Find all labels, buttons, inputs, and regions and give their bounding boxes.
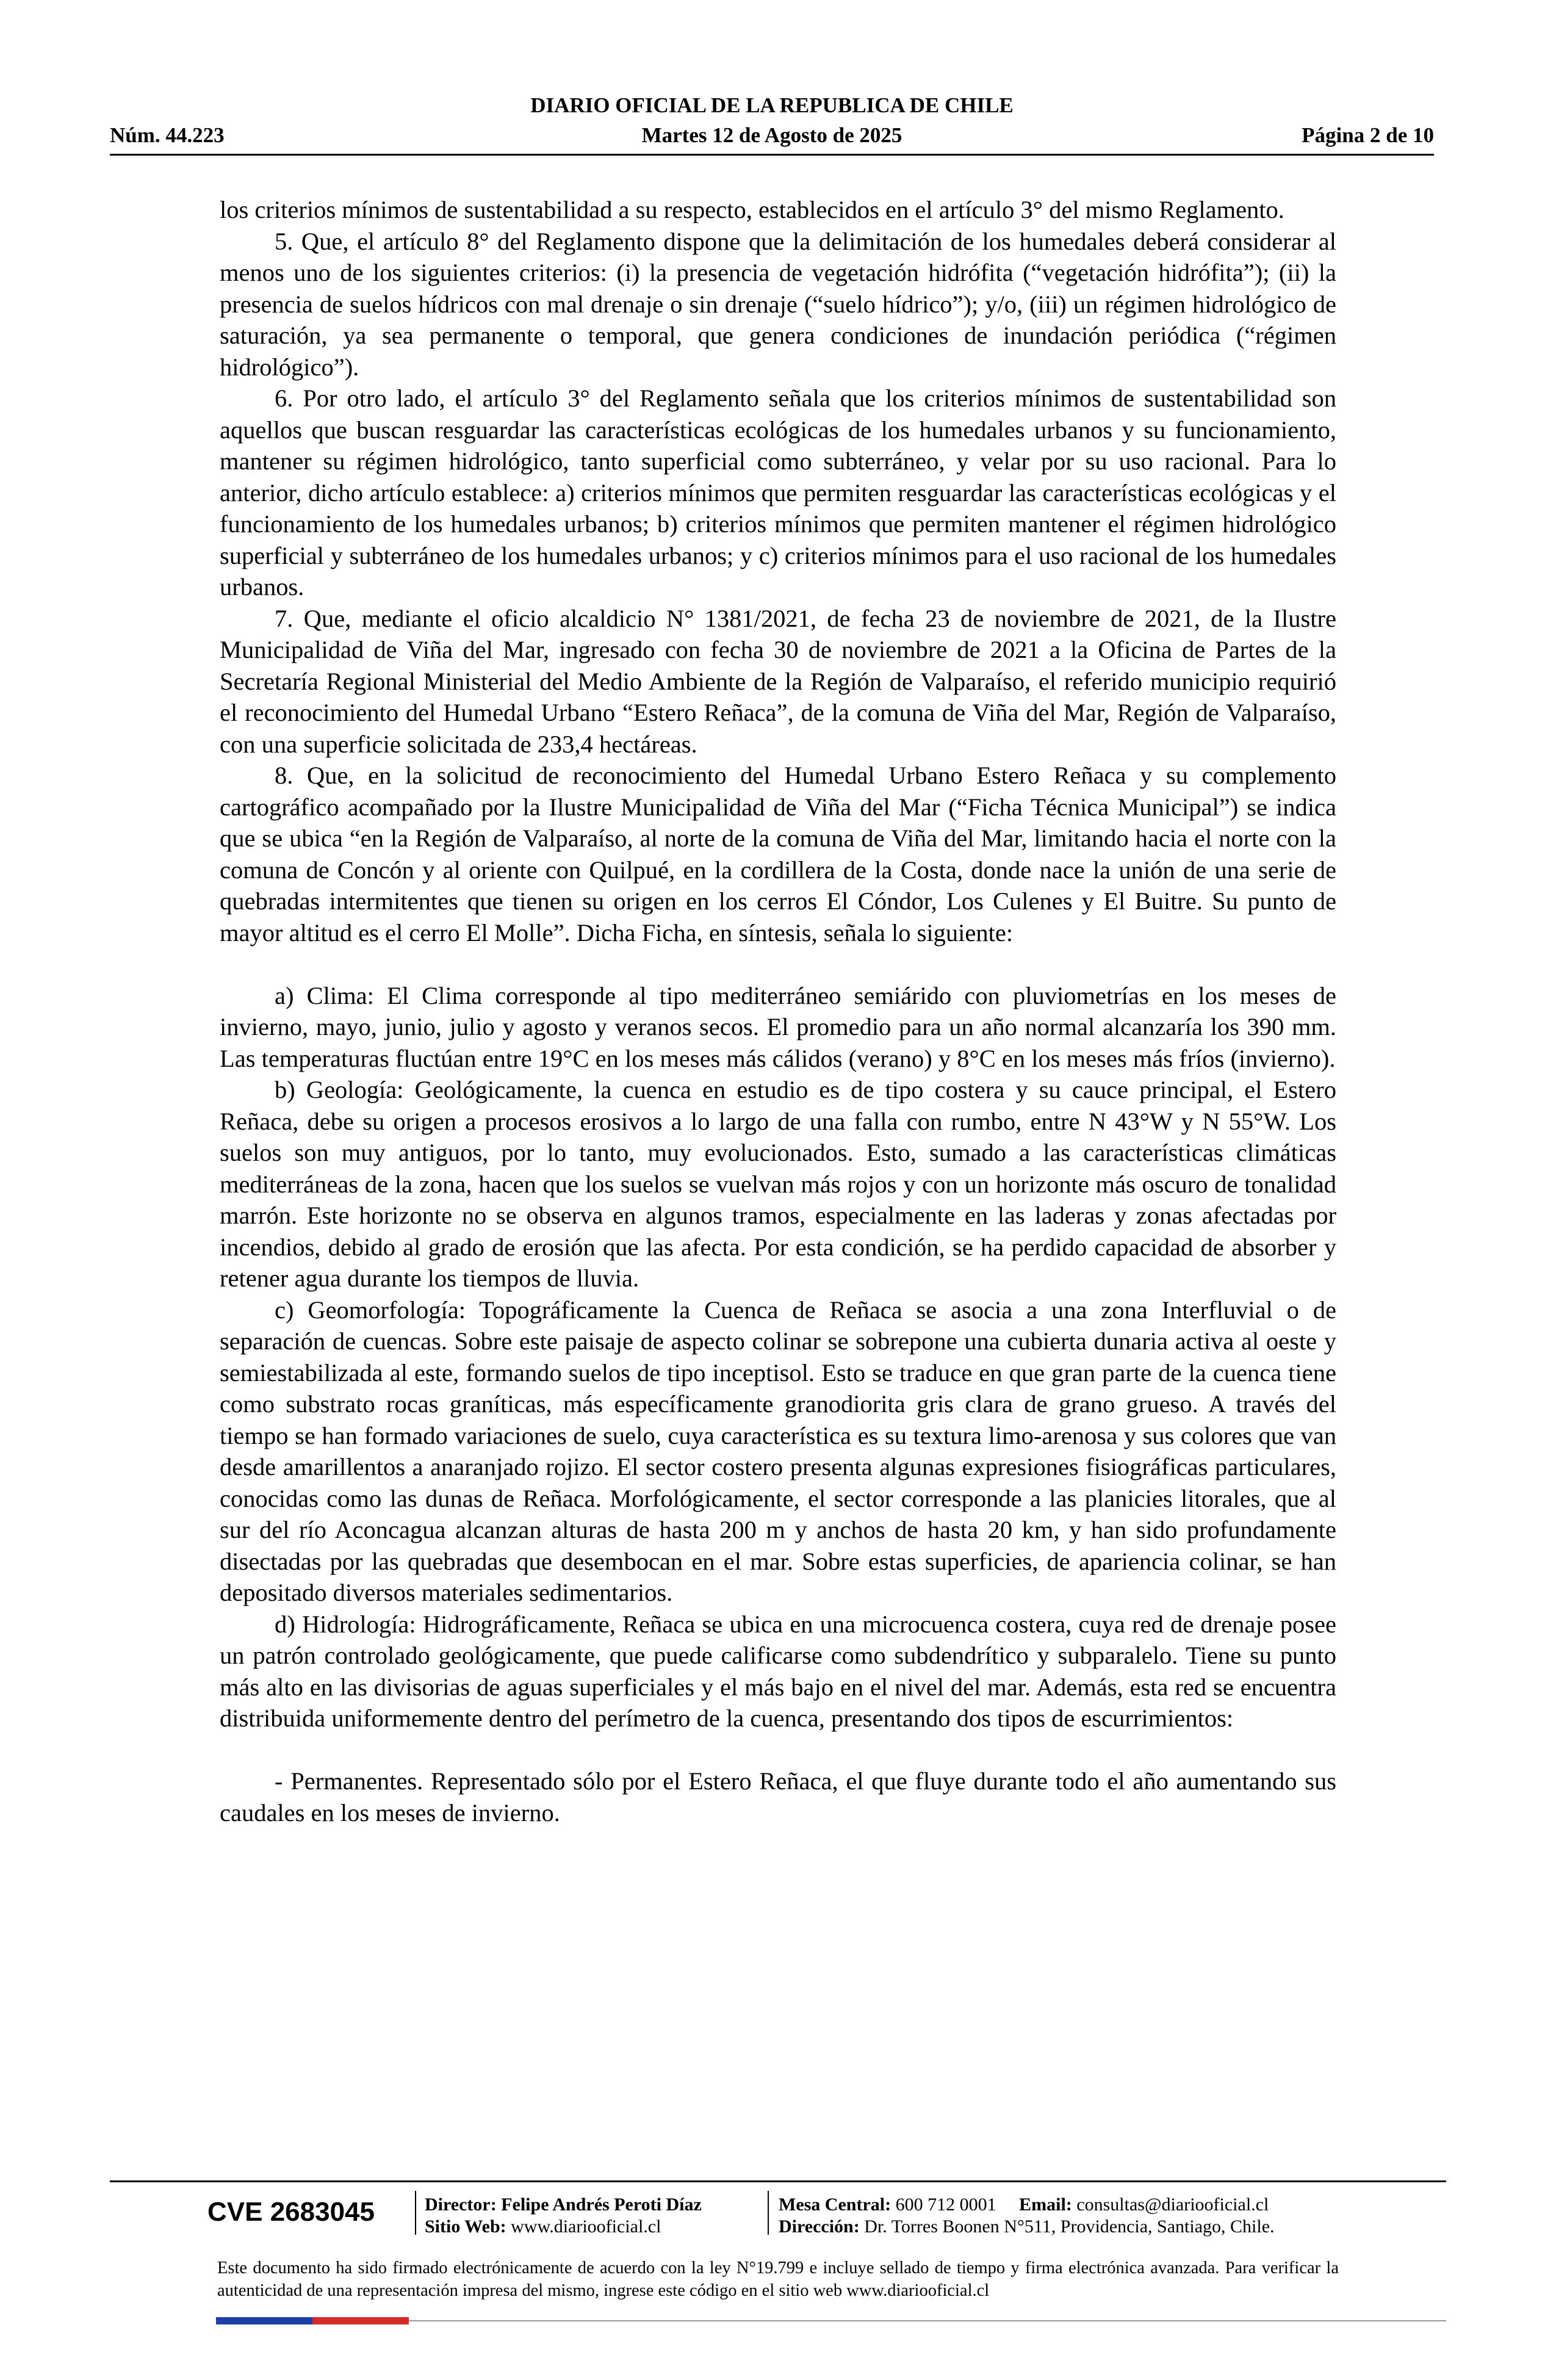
page-indicator: Página 2 de 10 (1302, 123, 1434, 147)
paragraph-permanentes: - Permanentes. Representado sólo por el Estero Reñaca, el que fluye durante todo el año aumentando sus caudales en los meses de invierno. (220, 1767, 1336, 1826)
cve-code: CVE 2683045 (207, 2197, 375, 2227)
director-name: Felipe Andrés Peroti Díaz (501, 2194, 702, 2215)
address-line (779, 2216, 1275, 2238)
document-body (220, 194, 1336, 1828)
footer-divider (110, 2180, 1446, 2182)
website-link[interactable]: www.diariooficial.cl (511, 2216, 661, 2237)
paragraph-geologia: b) Geología: Geológicamente, la cuenca en estudio es de tipo costera y su cauce principal, el Estero Reñaca, debe su origen a procesos erosivos a lo largo de una falla con rumbo, entre N 43°W y N 55°W. Los suelos son muy antiguos, por lo tanto, muy evolucionados. Esto, sumado a las características climáticas mediterráneas de la zona, hacen que los suelos se vuelvan más rojos y con un horizonte más oscuro de tonalidad marrón. Este horizonte no se observa en algunos tramos, especialmente en las laderas y zonas afectadas por incendios, debido al grado de erosión que las afecta. Por esta condición, se ha perdido capacidad de absorber y retener agua durante los tiempos de lluvia. (220, 1076, 1336, 1292)
email-link[interactable]: consultas@diariooficial.cl (1076, 2194, 1269, 2215)
paragraph-7: 7. Que, mediante el oficio alcaldicio N° 1381/2021, de fecha 23 de noviembre de 2021, de la Ilustre Municipalidad de Viña del Mar, ingresado con fecha 30 de noviembre de 2021 a la Oficina de Partes de la Secretaría Regional Ministerial del Medio Ambiente de la Región de Valparaíso, el referido municipio requirió el reconocimiento del Humedal Urbano “Estero Reñaca”, de la comuna de Viña del Mar, Región de Valparaíso, con una superficie solicitada de 233,4 hectáreas. (220, 604, 1336, 758)
paragraph-8: 8. Que, en la solicitud de reconocimiento del Humedal Urbano Estero Reñaca y su complemento cartográfico acompañado por la Ilustre Municipalidad de Viña del Mar (“Ficha Técnica Municipal”) se indica que se ubica “en la Región de Valparaíso, al norte de la comuna de Viña del Mar, limitando hacia el norte con la comuna de Concón y al oriente con Quilpué, en la cordillera de la Costa, donde nace la unión de una serie de quebradas intermitentes que tienen su origen en los cerros El Cóndor, Los Culenes y El Buitre. Su punto de mayor altitud es el cerro El Molle”. Dicha Ficha, en síntesis, señala lo siguiente: (220, 762, 1336, 947)
director-label: Director: (425, 2194, 497, 2215)
chile-flag-stripe (216, 2317, 409, 2324)
contact-line (779, 2194, 1275, 2216)
bottom-rule (409, 2320, 1446, 2321)
issue-number: Núm. 44.223 (110, 123, 225, 147)
email-label: Email: (1019, 2194, 1072, 2215)
paragraph-6: 6. Por otro lado, el artículo 3° del Reglamento señala que los criterios mínimos de sustentabilidad son aquellos que buscan resguardar las características ecológicas de los humedales urbanos y su funcionamiento, mantener su régimen hidrológico, tanto superficial como subterráneo, y velar por su uso racional. Para lo anterior, dicho artículo establece: a) criterios mínimos que permiten resguardar las características ecológicas y el funcionamiento de los humedales urbanos; b) criterios mínimos que permiten mantener el régimen hidrológico superficial y subterráneo de los humedales urbanos; y c) criterios mínimos para el uso racional de los humedales urbanos. (220, 384, 1336, 600)
paragraph-hidrologia: d) Hidrología: Hidrográficamente, Reñaca se ubica en una microcuenca costera, cuya red de drenaje posee un patrón controlado geológicamente, que puede calificarse como subdendrítico y subparalelo. Tiene su punto más alto en las divisorias de aguas superficiales y el más bajo en el nivel del mar. Además, esta red se encuentra distribuida uniformemente dentro del perímetro de la cuenca, presentando dos tipos de escurrimientos: (220, 1610, 1336, 1732)
flag-blue-segment (216, 2317, 312, 2324)
paragraph-5: 5. Que, el artículo 8° del Reglamento dispone que la delimitación de los humedales deberá considerar al menos uno de los siguientes criterios: (i) la presencia de vegetación hidrófita (“vegetación hidrófita”); (ii) la presencia de suelos hídricos con mal drenaje o sin drenaje (“suelo hídrico”); y/o, (iii) un régimen hidrológico de saturación, ya sea permanente o temporal, que genera condiciones de inundación periódica (“régimen hidrológico”). (220, 227, 1336, 381)
footer-contact-block (779, 2194, 1275, 2238)
issue-date: Martes 12 de Agosto de 2025 (641, 123, 902, 147)
website-label: Sitio Web: (425, 2216, 506, 2237)
director-line (425, 2194, 702, 2216)
paragraph-continuation: los criterios mínimos de sustentabilidad a su respecto, establecidos en el artículo 3° del mismo Reglamento. (220, 196, 1284, 223)
mesa-value: 600 712 0001 (895, 2194, 996, 2215)
mesa-label: Mesa Central: (779, 2194, 891, 2215)
paragraph-geomorfologia: c) Geomorfología: Topográficamente la Cuenca de Reñaca se asocia a una zona Interfluvial o de separación de cuencas. Sobre este paisaje de aspecto colinar se sobrepone una cubierta dunaria activa al oeste y semiestabilizada al este, formando suelos de tipo inceptisol. Esto se traduce en que gran parte de la cuenca tiene como substrato rocas graníticas, más específicamente granodiorita gris clara de grano grueso. A través del tiempo se han formado variaciones de suelo, cuya característica es su textura limo-arenosa y sus colores que van desde amarillentos a anaranjado rojizo. El sector costero presenta algunas expresiones fisiográficas particulares, conocidas como las dunas de Reñaca. Morfológicamente, el sector corresponde a las planicies litorales, que al sur del río Aconcagua alcanzan alturas de hasta 200 m y anchos de hasta 20 km, y han sido profundamente disectadas por las quebradas que desembocan en el mar. Sobre estas superficies, de apariencia colinar, se han depositado diversos materiales sedimentarios. (220, 1296, 1336, 1606)
page-header (110, 93, 1434, 156)
flag-red-segment (312, 2317, 409, 2324)
publication-title: DIARIO OFICIAL DE LA REPUBLICA DE CHILE (530, 93, 1014, 117)
footer-separator (768, 2191, 769, 2235)
address-label: Dirección: (779, 2216, 860, 2237)
address-value: Dr. Torres Boonen N°511, Providencia, Santiago, Chile. (864, 2216, 1275, 2237)
header-meta-row (110, 122, 1434, 149)
footer-director-block (425, 2194, 702, 2238)
signature-notice: Este documento ha sido firmado electrónicamente de acuerdo con la ley N°19.799 e incluye sellado de tiempo y firma electrónica avanzada. Para verificar la autenticidad de una representación impresa del mismo, ingrese este código en el sitio web www.diariooficial.cl (217, 2259, 1339, 2300)
footer-separator (415, 2191, 416, 2235)
website-line (425, 2216, 702, 2238)
paragraph-clima: a) Clima: El Clima corresponde al tipo mediterráneo semiárido con pluviometrías en los meses de invierno, mayo, junio, julio y agosto y veranos secos. El promedio para un año normal alcanzaría los 390 mm. Las temperaturas fluctúan entre 19°C en los meses más cálidos (verano) y 8°C en los meses más fríos (invierno). (220, 981, 1336, 1072)
